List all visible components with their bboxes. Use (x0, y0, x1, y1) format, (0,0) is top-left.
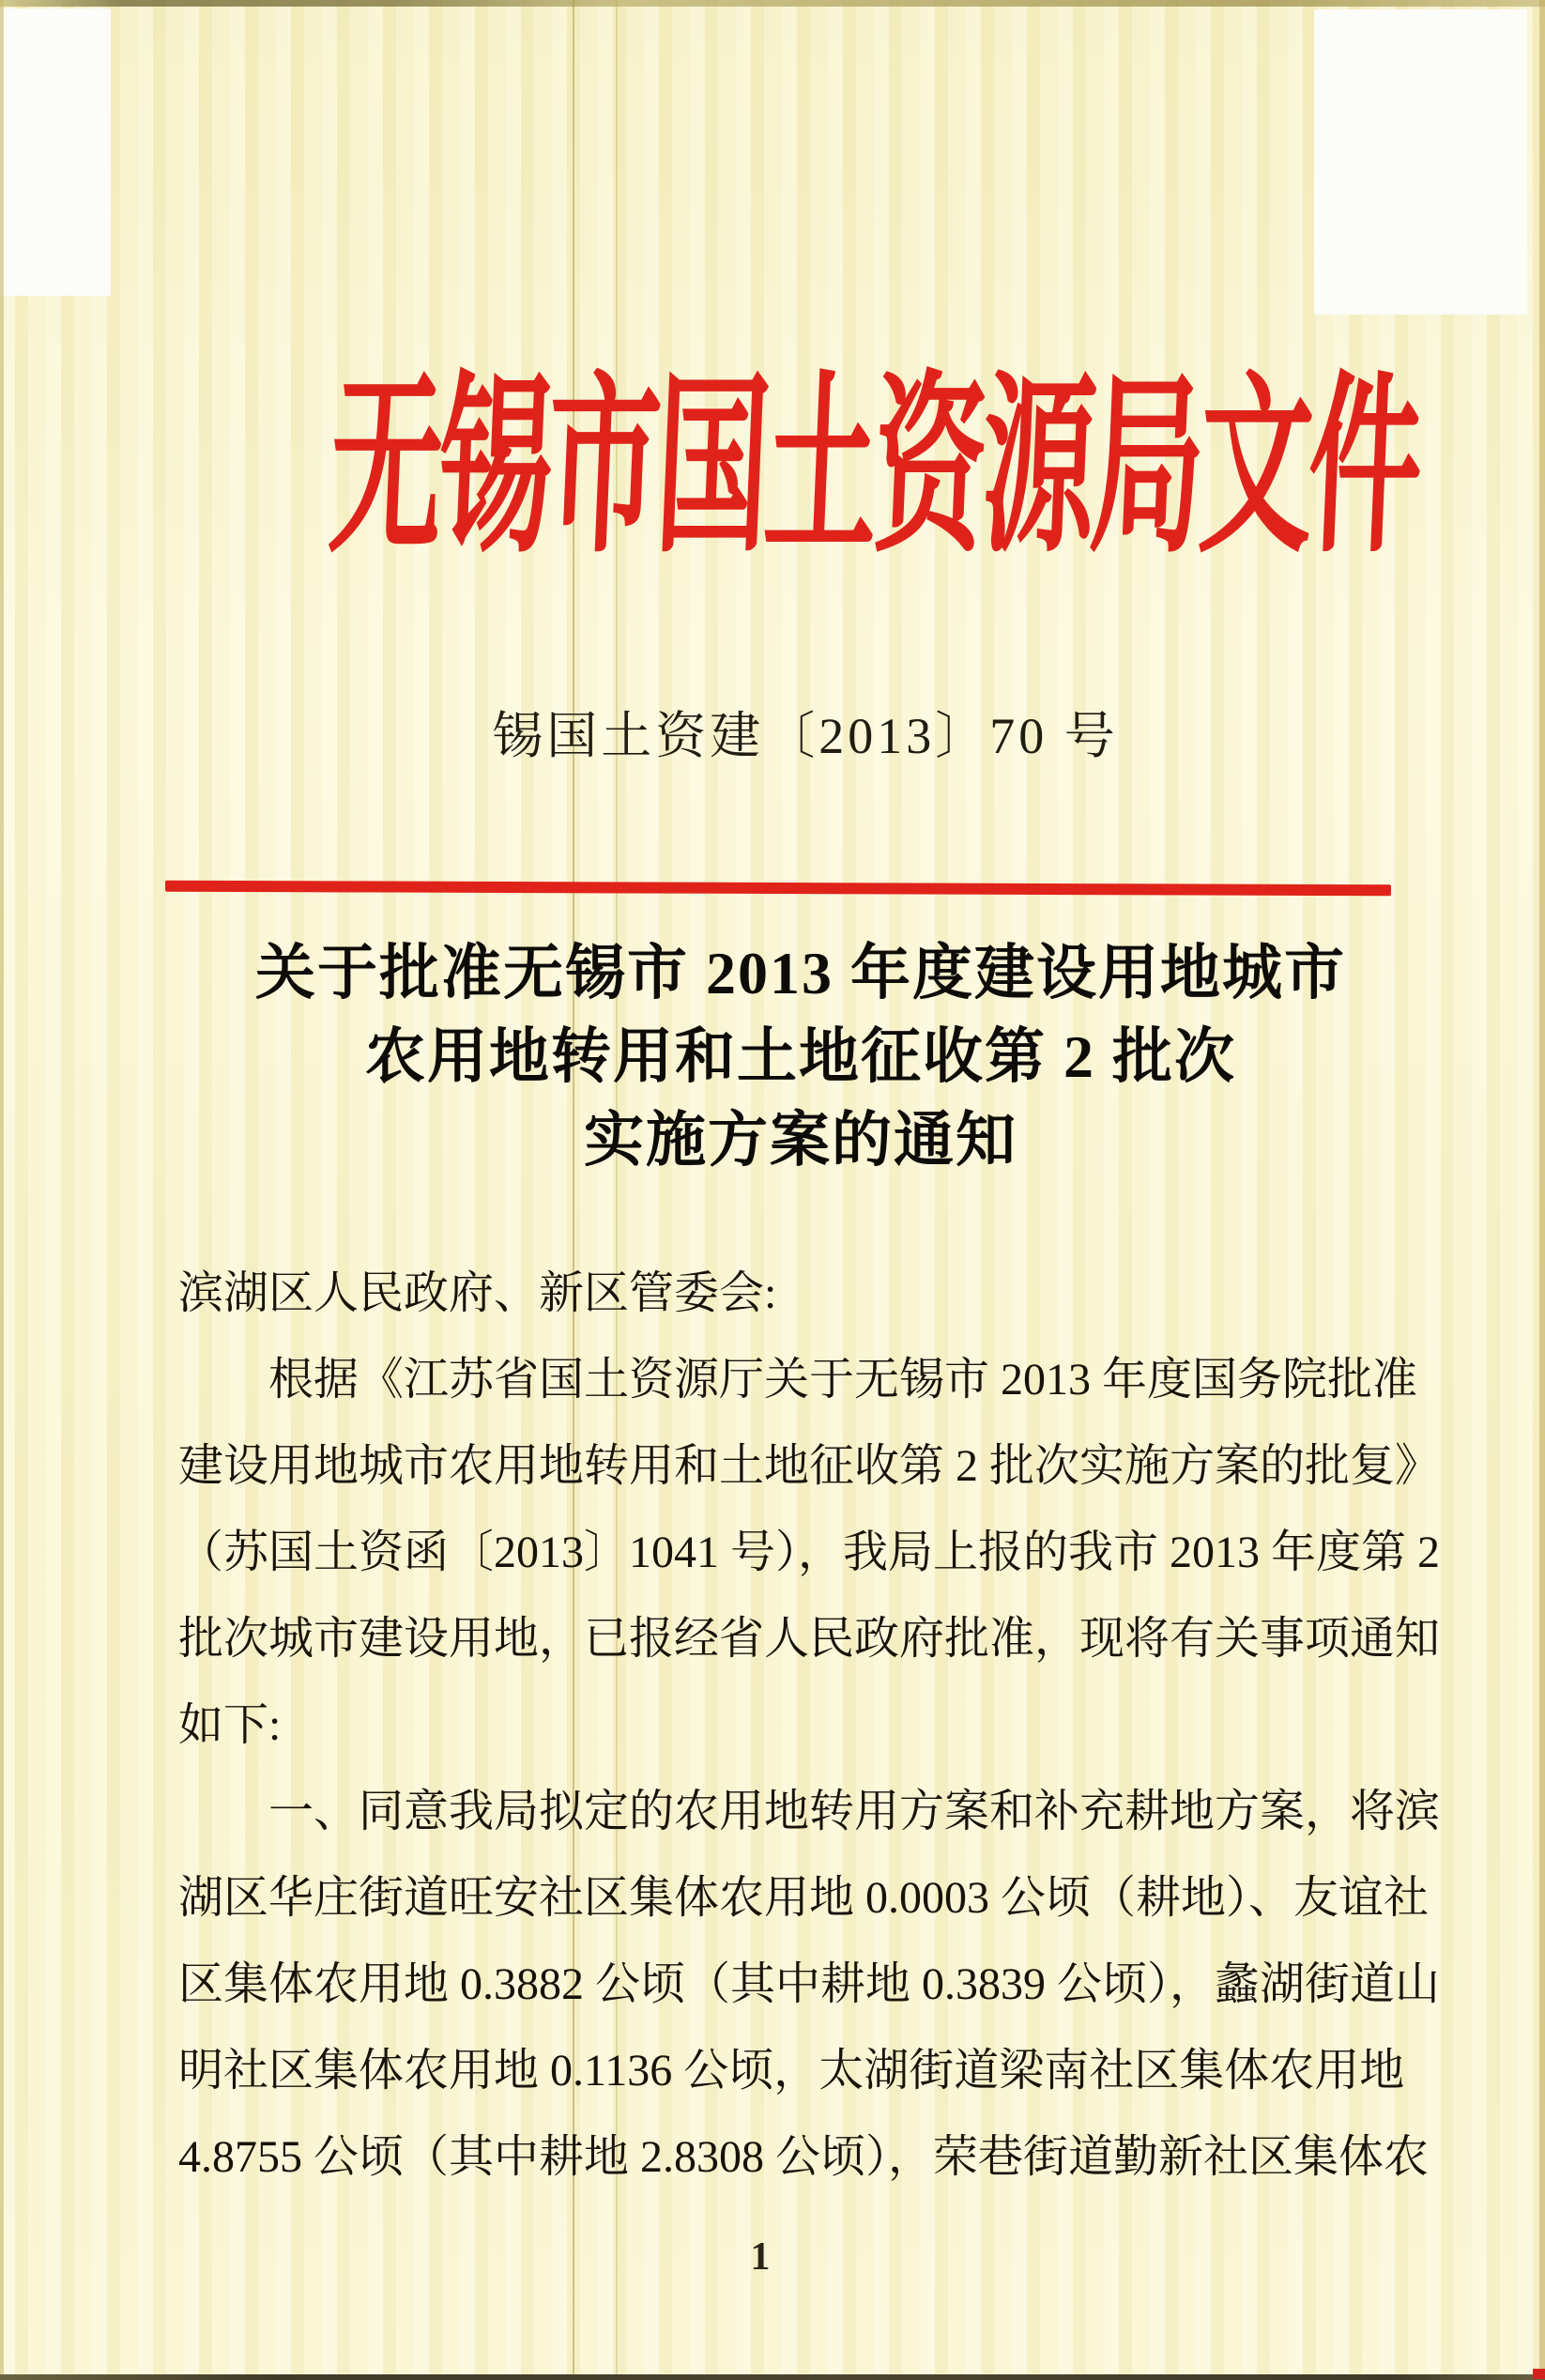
scan-artifact-white-patch-top-left (0, 8, 111, 296)
body-line: 根据《江苏省国土资源厅关于无锡市 2013 年度国务院批准 (268, 1355, 1418, 1405)
scan-artifact-right-edge (1539, 0, 1545, 2380)
red-separator-rule (165, 881, 1391, 897)
scan-artifact-white-patch-top-right (1314, 9, 1527, 315)
notice-title (28, 931, 1545, 1182)
body-line: 如下: (178, 1700, 282, 1750)
salutation-line: 滨湖区人民政府、新区管委会: (178, 1268, 777, 1318)
scan-artifact-left-edge (0, 0, 4, 2380)
letterhead-title: 无锡市国土资源局文件 (325, 361, 1422, 576)
notice-title-line-3: 实施方案的通知 (584, 1107, 1017, 1174)
scan-artifact-bottom-edge (0, 2374, 1545, 2380)
body-line: （苏国土资函〔2013〕1041 号），我局上报的我市 2013 年度第 2 (178, 1528, 1441, 1577)
body-line: 明社区集体农用地 0.1136 公顷，太湖街道梁南社区集体农用地 (178, 2046, 1405, 2096)
body-line: 一、同意我局拟定的农用地转用方案和补充耕地方案，将滨 (268, 1787, 1441, 1836)
notice-title-line-2: 农用地转用和土地征收第 2 批次 (365, 1023, 1236, 1090)
body-line: 4.8755 公顷（其中耕地 2.8308 公顷），荣巷街道勤新社区集体农 (178, 2132, 1430, 2182)
notice-title-line-1: 关于批准无锡市 2013 年度建设用地城市 (255, 940, 1346, 1006)
body-line: 湖区华庄街道旺安社区集体农用地 0.0003 公顷（耕地）、友谊社 (178, 1873, 1430, 1923)
document-number: 锡国土资建〔2013〕70 号 (492, 708, 1119, 764)
scan-artifact-top-edge (0, 0, 1545, 7)
body-line: 区集体农用地 0.3882 公顷（其中耕地 0.3839 公顷），蠡湖街道山 (178, 1959, 1441, 2009)
page-number: 1 (750, 2235, 771, 2279)
body-line: 建设用地城市农用地转用和土地征收第 2 批次实施方案的批复》 (178, 1441, 1441, 1491)
body-line: 批次城市建设用地，已报经省人民政府批准，现将有关事项通知 (178, 1614, 1441, 1664)
notice-body (178, 1251, 1441, 2201)
scan-artifact-red-dot (1533, 2369, 1545, 2379)
